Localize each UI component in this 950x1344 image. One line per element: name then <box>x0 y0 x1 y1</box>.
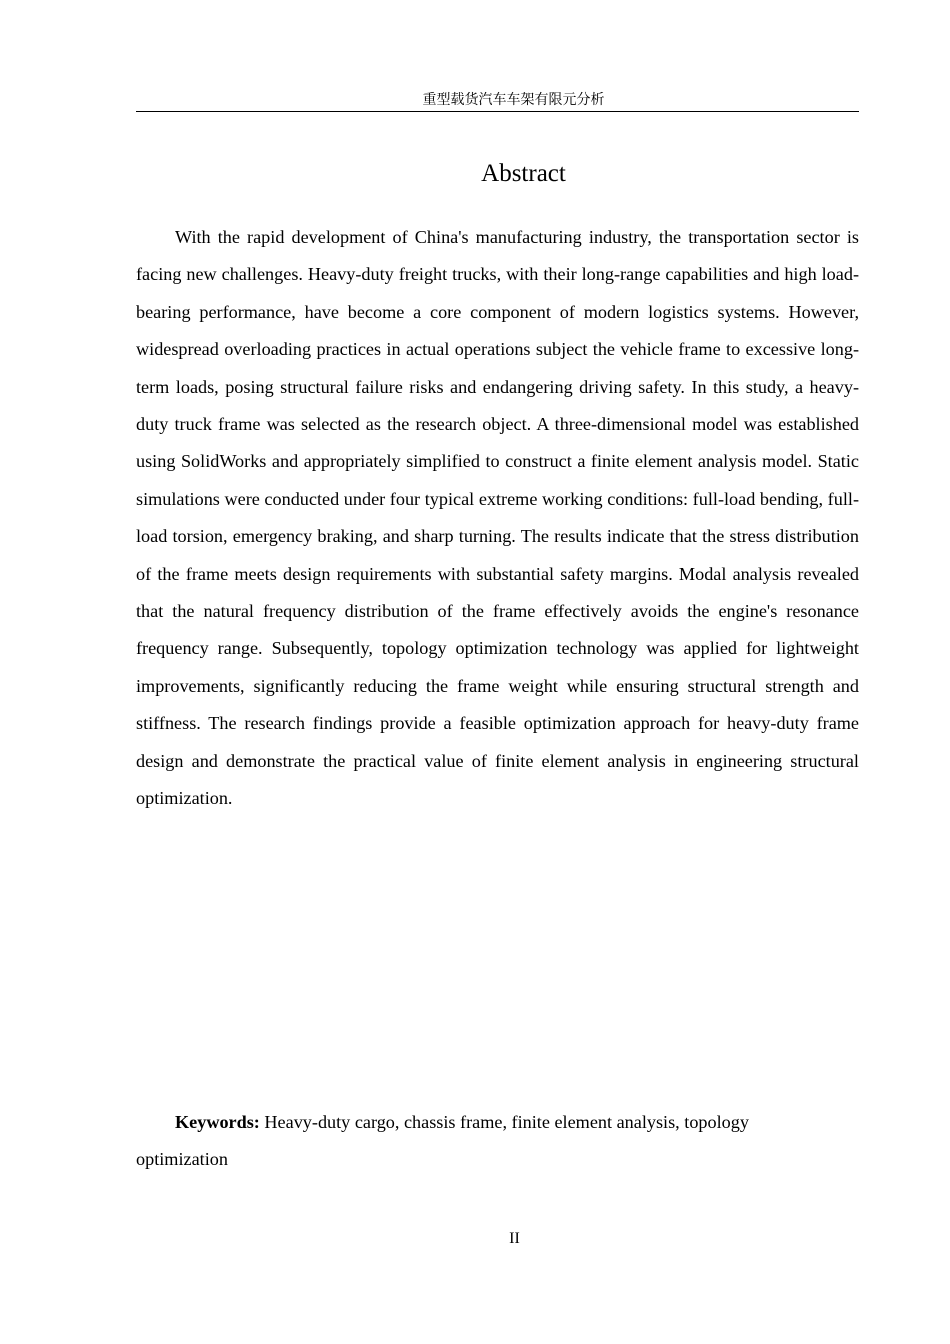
abstract-title: Abstract <box>481 160 566 187</box>
page-number: II <box>509 1230 520 1247</box>
keywords-text: Heavy-duty cargo, chassis frame, finite element analysis, topology optimization <box>136 1112 749 1170</box>
keywords-paragraph <box>136 1104 859 1179</box>
page-header <box>136 90 859 112</box>
keywords-label: Keywords: <box>175 1112 260 1132</box>
running-title: 重型载货汽车车架有限元分析 <box>422 92 605 108</box>
abstract-body: With the rapid development of China's manufacturing industry, the transportation sector is facing new challenges. Heavy-duty freight trucks, with their long-range capabilities and high load-bearing performance, have become a core component of modern logistics systems. However, widespread overloading practices in actual operations subject the vehicle frame to excessive long-term loads, posing structural failure risks and endangering driving safety. In this study, a heavy-duty truck frame was selected as the research object. A three-dimensional model was established using SolidWorks and appropriately simplified to construct a finite element analysis model. Static simulations were conducted under four typical extreme working conditions: full-load bending, full-load torsion, emergency braking, and sharp turning. The results indicate that the stress distribution of the frame meets design requirements with substantial safety margins. Modal analysis revealed that the natural frequency distribution of the frame effectively avoids the engine's resonance frequency range. Subsequently, topology optimization technology was applied for lightweight improvements, significantly reducing the frame weight while ensuring structural strength and stiffness. The research findings provide a feasible optimization approach for heavy-duty frame design and demonstrate the practical value of finite element analysis in engineering structural optimization. <box>136 227 859 809</box>
